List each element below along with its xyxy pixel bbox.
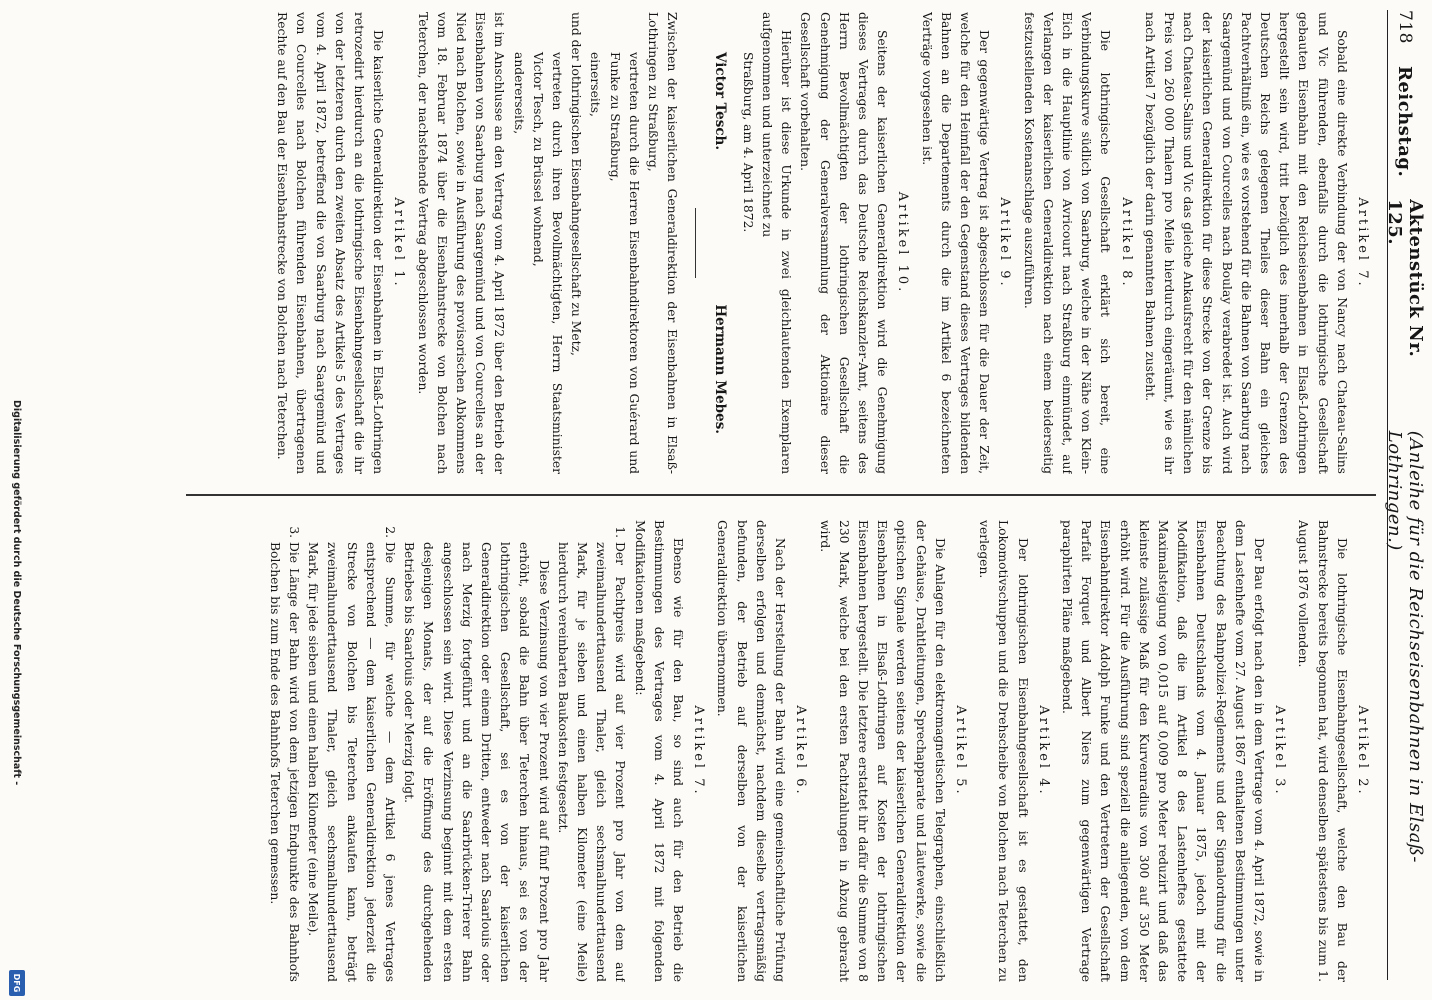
article-text: Sobald eine direkte Verbindung der von Nancy nach Chateau-Salins und Vic führenden, ebenfalls durch die lothringische Gesellschaft gebauten Eisenbahn mit den Reichseisenbahnen in Elsaß-Lothringen hergestellt sein wird, tritt bezüglich des innerhalb der Grenzen des Deutschen Reichs gelegenen Theiles dieser Bahn ein gleiches Pachtverhältniß ein, wie es vorstehend für die Bahnen von Saarburg nach Saargemünd und von Courcelles nach Boulay verabredet ist. Auch wird der kaiserlichen Generaldirektion für diese Strecke von der Grenze bis nach Chateau-Salins und Vic das gleiche Ankaufsrecht für den nämlichen Preis von 260 000 Thalern pro Meile hierdurch eingeräumt, wie es ihr nach Artikel 7 bezüglich der darin genannten Bahnen zusteht. xyxy=(1142,12,1349,474)
article-heading: Artikel 4. xyxy=(1035,705,1051,797)
signatures xyxy=(710,12,729,474)
page-header xyxy=(1384,10,1426,980)
list-item-text: Diese Verzinsung von vier Prozent wird auf fünf Prozent pro Jahr erhöht, sobald die Bahn über Teterchen hinaus, sei es von der lothringischen Gesellschaft, sei es von der kaiserlichen Generaldirektion oder einem Dritten, entweder nach Saarlouis oder nach Merzig fortgeführt und an die Saarbrücken-Trierer Bahn angeschlossen sein wird. Diese Verzinsung beginnt mit dem ersten desjenigen Monats, der auf die Eröffnung des durchgehenden Betriebes bis Saarlouis oder Merzig folgt. xyxy=(402,542,551,982)
article-heading: Artikel 3. xyxy=(1272,705,1288,797)
digitization-footer xyxy=(6,0,28,1000)
list-item-text: 2. Die Summe, für welche — dem Artikel 6 jenes Vertrages entsprechend — dem kaiserlichen Generaldirektion jederzeit die Strecke von Bolchen bis Teterchen ankaufen kann, beträgt zweimalhunderttausend Thaler, gleich sechsmalhunderttausend Mark, für jede sieben und einen halben Kilometer (eine Meile). xyxy=(306,542,398,982)
list-item-text: 3. Die Länge der Bahn wird von dem jetzigen Endpunkte des Bahnhofs Bolchen bis zum Ende des Bahnhofs Teterchen gemessen. xyxy=(267,542,302,982)
article-text: Die Anlagen für den elektromagnetischen Telegraphen, einschließlich der Gehäuse, Drahtleitungen, Sprechapparate und Läutewerke, sowie die optischen Signale werden seitens der kaiserlichen Generaldirektion der Eisenbahnen in Elsaß-Lothringen auf Kosten der lothringischen Eisenbahnen hergestellt. Die letztere erstattet ihr dafür die Summe von 8 230 Mark, welche bei den ersten Pachtzahlungen in Abzug gebracht wird. xyxy=(817,520,947,982)
article-heading: Artikel 5. xyxy=(952,705,968,797)
dfg-credit-text: Digitalisierung gefördert durch die Deutsche Forschungsgemeinschaft - xyxy=(11,400,23,786)
article-heading: Artikel 8. xyxy=(1118,197,1134,289)
article-text: Nach der Herstellung der Bahn wird eine gemeinschaftliche Prüfung derselben erfolgen und demnächst, nachdem dieselbe vertragsmäßig befunden, der Betrieb auf derselben von der kaiserlichen Generaldirektion übernommen. xyxy=(715,520,788,982)
dfg-logo: DFG xyxy=(9,970,25,996)
article-text: Der Bau erfolgt nach den in dem Vertrage vom 4. April 1872, sowie in dem Lastenhefte vom 27. August 1867 enthaltenen Bestimmungen unter Beachtung des Bahnpolizei-Reglements und der Signalordnung für die Eisenbahnen Deutschlands vom 4. Januar 1875, jedoch mit der Modifikation, daß die im Artikel 8 des Lastenheftes gestattete Maximalsteigung von 0,015 auf 0,009 pro Meter reduzirt und daß das kleinste zulässige Maß für den Kurvenradius von 300 auf 350 Meter erhöht wird. Für die Ausführung sind speziell die anliegenden, von dem Eisenbahndirektor Adolph Funke und den Vertretern der Gesellschaft Parfait Forquet und Albert Niers zum gegenwärtigen Vertrage paraphirten Pläne maßgebend. xyxy=(1059,520,1266,982)
article-text: Ebenso wie für den Bau, so sind auch für den Betrieb die Bestimmungen des Vertrages vom 4. April 1872 mit folgenden Modifikationen maßgebend: xyxy=(632,520,686,982)
article-text: Der gegenwärtige Vertrag ist abgeschlossen für die Dauer der Zeit, welche für den Heimfall der den Gegenstand dieses Vertrages bildenden Bahnen an die Departements durch die im Artikel 6 bezeichneten Verträge vorgesehen ist. xyxy=(919,12,992,474)
article-text: Der lothringischen Eisenbahngesellschaft ist es gestattet, den Lokomotivschuppen und die Drehscheibe von Bolchen nach Teterchen zu verlegen. xyxy=(977,520,1030,982)
article-heading: Artikel 7. xyxy=(1355,197,1370,289)
parties-and: und der lothringischen Eisenbahngesellschaft zu Metz, xyxy=(569,12,584,356)
article-heading: Artikel 1. xyxy=(391,197,407,289)
article-text: Die kaiserliche Generaldirektion der Eisenbahnen in Elsaß-Lothringen retrozedirt hierdurch an die lothringische Eisenbahngesellschaft die ihr von der letzteren durch den zweiten Absatz des Artikels 5 des Vertrages vom 4. April 1872, betreffend die von Saarburg nach Saargemünd und von Courcelles nach Bolchen führenden Eisenbahnen, übertragenen Rechte auf den Bau der Eisenbahnstrecke von Bolchen nach Teterchen. xyxy=(275,12,386,474)
article-heading: Artikel 10. xyxy=(895,191,911,295)
parties-intro: Zwischen der kaiserlichen Generaldirektion der Eisenbahnen in Elsaß-Lothringen zu Straßburg, xyxy=(646,12,680,474)
header-title: (Anleihe für die Reichseisenbahnen in Elsaß-Lothringen.) xyxy=(1384,430,1426,863)
list-item-text: 1. Der Pachtpreis wird auf vier Prozent pro Jahr von dem auf zweimalhunderttausend Thaler, gleich sechsmalhunderttausend Mark, für je sieben und einen halben Kilometer (eine Meile) hierdurch vereinbarten Baukosten festgesetzt. xyxy=(555,542,628,982)
signing-date: Straßburg, am 4. April 1872. xyxy=(740,52,755,233)
right-column xyxy=(146,520,1376,982)
list-item xyxy=(399,542,629,982)
article-text: Hierüber ist diese Urkunde in zwei gleichlautenden Exemplaren aufgenommen und unterzeichnet zu xyxy=(759,12,794,474)
signature-mebes: Hermann Mebes. xyxy=(712,304,729,434)
article-heading: Artikel 7. xyxy=(691,705,707,797)
page-number: 718 xyxy=(1395,10,1415,44)
article-heading: Artikel 2. xyxy=(1355,705,1370,797)
left-column xyxy=(146,12,1376,474)
contract-parties xyxy=(412,12,681,474)
parties-representative: vertreten durch die Herren Eisenbahndirektoren von Guérard und Funke zu Straßburg, xyxy=(607,52,641,474)
parties-text: ist im Anschlusse an den Vertrag vom 4. April 1872 über den Betrieb der Eisenbahnen von Saarburg nach Saargemünd und von Courcelles an der Nied nach Bolchen, sowie in Ausführung des provisorischen Abkommens vom 18. Februar 1874 über die Eisenbahnstrecke von Bolchen nach Teterchen, der nachstehende Vertrag abgeschlossen worden. xyxy=(415,12,507,474)
header-doc-label: Aktenstück Nr. 125. xyxy=(1384,199,1426,358)
parties-side: einerseits, xyxy=(588,52,603,117)
section-divider xyxy=(695,208,696,278)
column-rule xyxy=(186,494,1376,496)
list-item xyxy=(303,542,399,982)
article-text: Die lothringische Eisenbahngesellschaft, welche den Bau der Bahnstrecke bereits begonnen hat, wird denselben spätestens bis zum 1. August 1876 vollenden. xyxy=(1296,520,1349,982)
article-text: Die lothringische Gesellschaft erklärt sich bereit, eine Verbindungskurve südlich von Saarburg, welche in der Nähe von Klein-Eich in die Hauptlinie von Avricourt nach Straßburg einmündet, auf Verlangen der kaiserlichen Generaldirektion nach einem beiderseitig festzustellenden Kostenanschlage auszuführen. xyxy=(1021,12,1113,474)
article-text: Seitens der kaiserlichen Generaldirektion wird die Genehmigung dieses Vertrages durch das Deutsche Reichskanzler-Amt, seitens des Herrn Bevollmächtigten der lothringischen Gesellschaft die Genehmigung der Generalversammlung der Aktionäre dieser Gesellschaft vorbehalten. xyxy=(798,12,890,474)
parties-side: andererseits, xyxy=(511,52,526,135)
header-section: Reichstag. xyxy=(1394,65,1416,178)
parties-representative: vertreten durch ihren Bevollmächtigten, Herrn Staatsminister Victor Tesch, zu Brüssel wohnend, xyxy=(530,52,565,474)
article-heading: Artikel 6. xyxy=(793,705,809,797)
modification-list xyxy=(265,520,630,982)
list-item xyxy=(265,542,303,982)
signature-tesch: Victor Tesch. xyxy=(712,52,729,151)
article-heading: Artikel 9. xyxy=(997,197,1013,289)
